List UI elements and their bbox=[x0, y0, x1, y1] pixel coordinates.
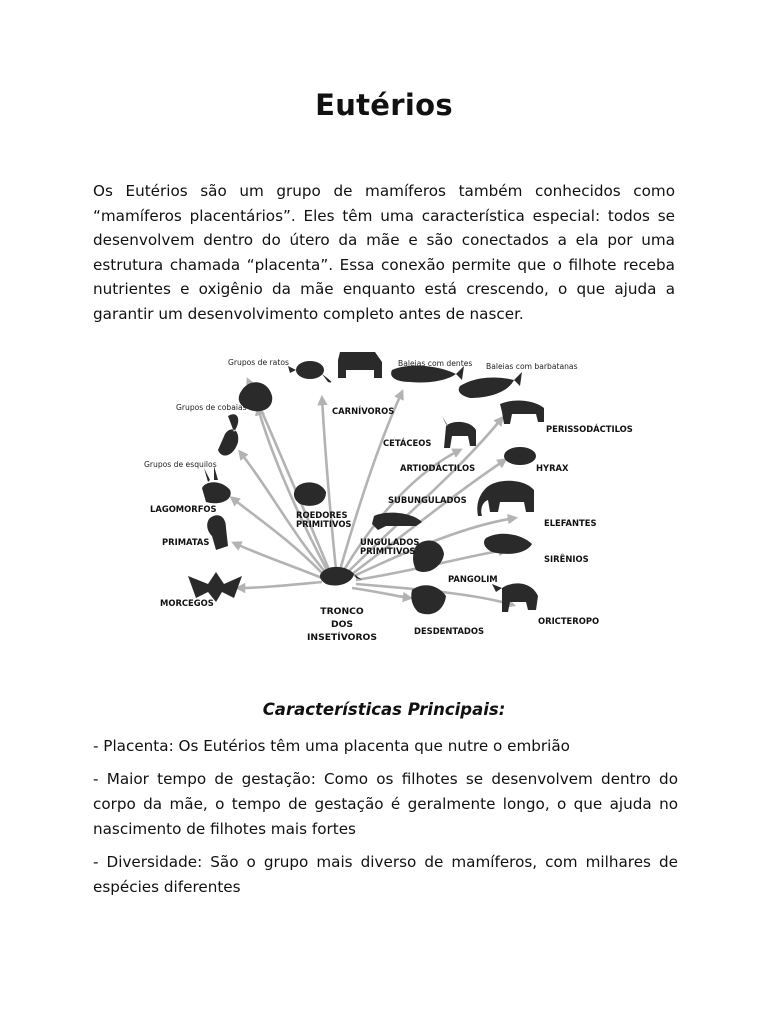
elephant-silhouette bbox=[477, 481, 534, 516]
hyrax-silhouette bbox=[504, 447, 536, 465]
label-carnivoros: CARNÍVOROS bbox=[332, 406, 395, 416]
label-morcegos: MORCEGOS bbox=[160, 598, 214, 608]
label-primatas: PRIMATAS bbox=[162, 537, 210, 547]
characteristics-heading: Características Principais: bbox=[262, 700, 506, 719]
label-tronco-3: INSETÍVOROS bbox=[307, 632, 377, 643]
label-artiodactilos: ARTIODÁCTILOS bbox=[400, 463, 476, 473]
primitive-rodent-silhouette bbox=[294, 482, 326, 505]
label-pangolim: PANGOLIM bbox=[448, 574, 498, 584]
label-ratos: Grupos de ratos bbox=[228, 358, 289, 367]
characteristic-placenta: - Placenta: Os Eutérios têm uma placenta que nutre o embrião bbox=[93, 737, 570, 755]
rat-silhouette bbox=[296, 361, 324, 379]
toothed-whale-silhouette bbox=[391, 366, 464, 383]
label-sirenios: SIRÊNIOS bbox=[544, 554, 589, 564]
label-cobaias: Grupos de cobaias bbox=[176, 403, 247, 412]
label-ungulados-2: PRIMITIVOS bbox=[360, 546, 416, 556]
label-subungulados: SUBUNGULADOS bbox=[388, 495, 467, 505]
label-roedores-2: PRIMITIVOS bbox=[296, 519, 352, 529]
arrow-desdentados bbox=[352, 588, 410, 598]
label-elefantes: ELEFANTES bbox=[544, 518, 597, 528]
evolution-diagram-svg bbox=[130, 340, 640, 655]
arrow-carnivoros bbox=[322, 398, 336, 570]
sirenian-silhouette bbox=[484, 534, 532, 554]
perissodactyl-silhouette bbox=[500, 401, 544, 424]
carnivore-silhouette bbox=[338, 352, 382, 378]
label-desdentados: DESDENTADOS bbox=[414, 626, 485, 636]
label-tronco-1: TRONCO bbox=[320, 606, 364, 617]
squirrel-silhouette bbox=[218, 414, 238, 455]
label-oricteropo: ORICTEROPO bbox=[538, 616, 600, 626]
characteristic-diversidade: - Diversidade: São o grupo mais diverso de mamíferos, com milhares de espécies diferentes bbox=[93, 853, 678, 896]
characteristic-gestacao: - Maior tempo de gestação: Como os filhotes se desenvolvem dentro do corpo da mãe, o tempo de gestação é geralmente longo, o que ajuda no nascimento de filhotes mais fortes bbox=[93, 770, 678, 838]
arrow-morcegos bbox=[238, 582, 322, 588]
evolution-diagram bbox=[130, 340, 640, 655]
label-roedores-1: ROEDORES bbox=[296, 510, 348, 520]
label-perissodactilos: PERISSODÁCTILOS bbox=[546, 424, 633, 434]
label-baleias-dentes: Baleias com dentes bbox=[398, 359, 473, 368]
label-baleias-barbatanas: Baleias com barbatanas bbox=[486, 362, 578, 371]
rabbit-silhouette bbox=[202, 466, 231, 503]
label-ungulados-1: UNGULADOS bbox=[360, 537, 420, 547]
artiodactyl-silhouette bbox=[442, 416, 476, 448]
label-hyrax: HYRAX bbox=[536, 463, 569, 473]
label-cetaceos: CETÁCEOS bbox=[383, 438, 432, 448]
intro-paragraph: Os Eutérios são um grupo de mamíferos também conhecidos como “mamíferos placentários”. Eles têm uma característica especial: todos se desenvolvem dentro do útero da mãe e são conectados a ela por uma estrutura chamada “placenta”. Essa conexão permite que o filhote receba nutrientes e oxigênio da mãe enquanto está crescendo, o que ajuda a garantir um desenvolvimento completo antes de nascer. bbox=[93, 182, 675, 323]
aardvark-silhouette bbox=[492, 583, 538, 612]
edentate-silhouette bbox=[411, 585, 446, 614]
label-lagomorfos: LAGOMORFOS bbox=[150, 504, 217, 514]
label-tronco-2: DOS bbox=[330, 619, 354, 630]
baleen-whale-silhouette bbox=[459, 372, 522, 398]
label-esquilos: Grupos de esquilos bbox=[144, 460, 217, 469]
primate-silhouette bbox=[207, 515, 228, 550]
page-title: Eutérios bbox=[315, 88, 453, 122]
